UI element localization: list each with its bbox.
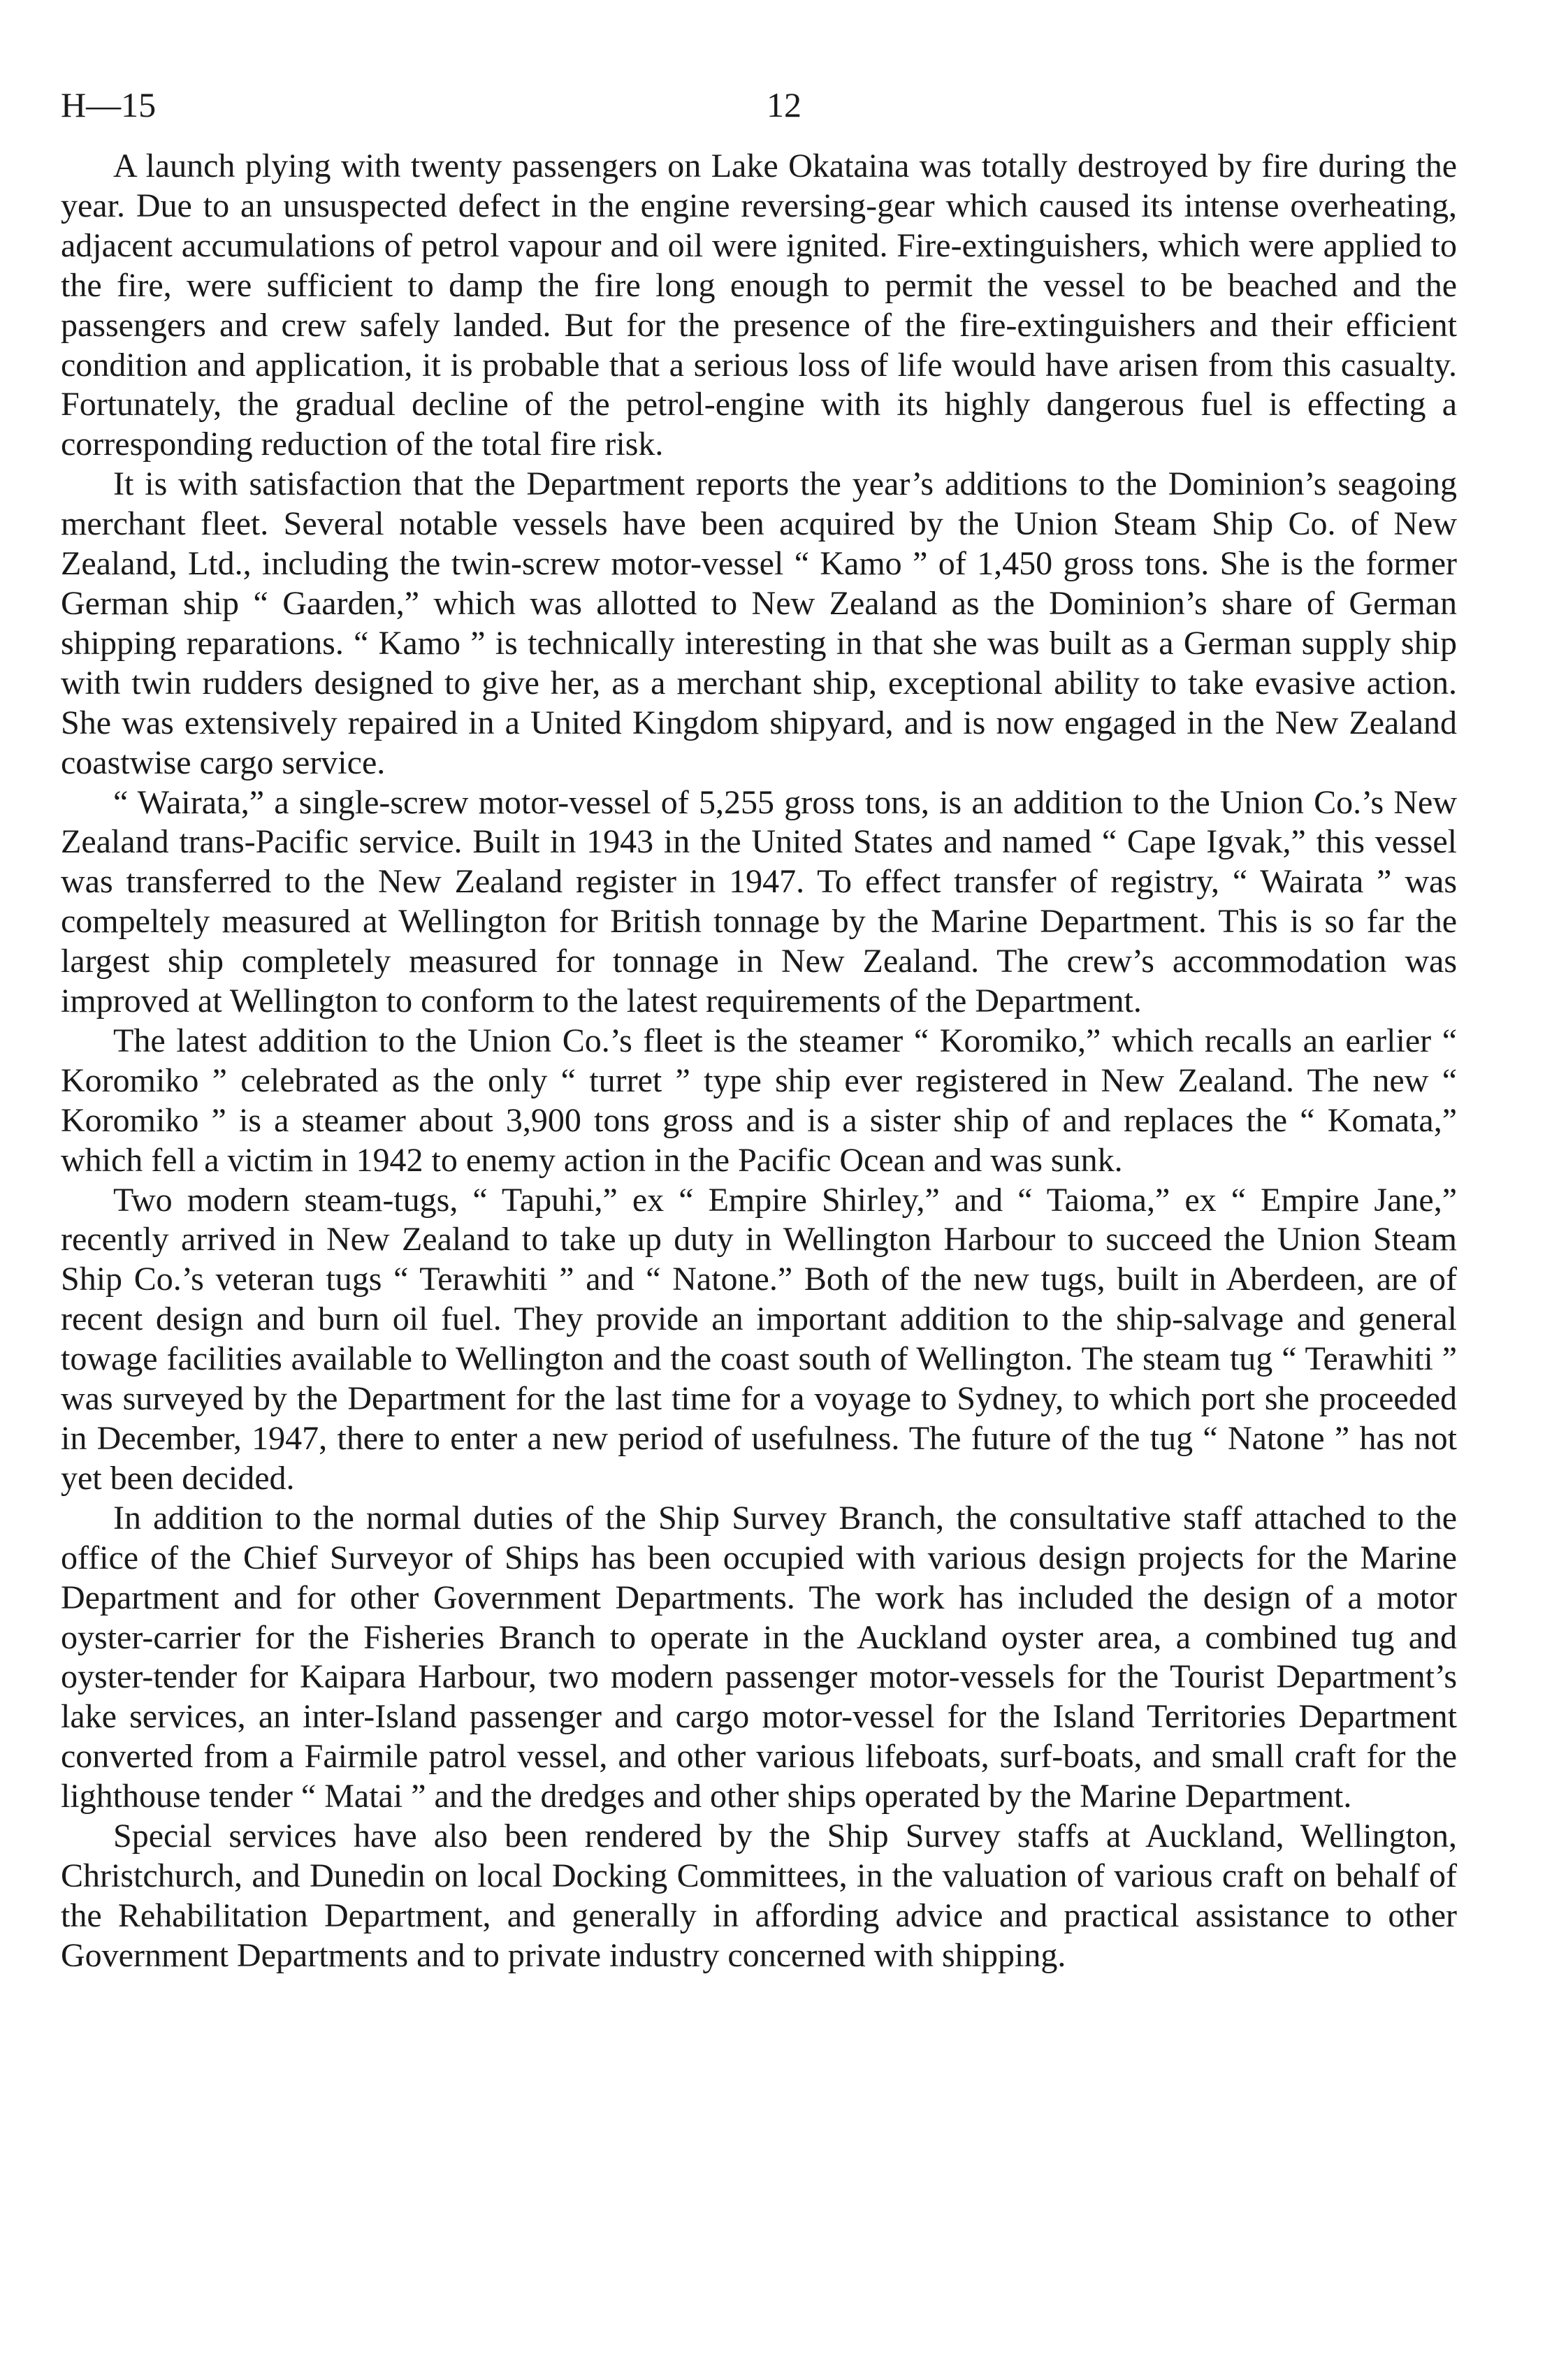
page [61, 84, 1457, 1976]
paragraph-wairata: “ Wairata,” a single-screw motor-vessel of 5,255 gross tons, is an addition to the Union Co.’s New Zealand trans-Pacific service. Built in 1943 in the United States and named “ Cape Igvak,” this vessel was transferred to the New Zealand register in 1947. To effect transfer of registry, “ Wairata ” was compeltely measured at Wellington for British tonnage by the Marine Department. This is so far the largest ship completely measured for tonnage in New Zealand. The crew’s accommodation was improved at Wellington to conform to the latest requirements of the Department. [61, 783, 1457, 1020]
paragraph-design-projects: In addition to the normal duties of the Ship Survey Branch, the consultative staff attached to the office of the Chief Surveyor of Ships has been occupied with various design projects for the Marine Department and for other Government Departments. The work has included the design of a motor oyster-carrier for the Fisheries Branch to operate in the Auckland oyster area, a combined tug and oyster-tender for Kaipara Harbour, two modern passenger motor-vessels for the Tourist Department’s lake services, an inter-Island passenger and cargo motor-vessel for the Island Territories Department converted from a Fairmile patrol vessel, and other various lifeboats, surf-boats, and small craft for the lighthouse tender “ Matai ” and the dredges and other ships operated by the Marine Department. [61, 1499, 1457, 1815]
page-number: 12 [767, 85, 801, 124]
page-header [61, 84, 1457, 147]
document-reference: H—15 [61, 85, 157, 124]
body-text [61, 147, 1457, 1976]
paragraph-steam-tugs: Two modern steam-tugs, “ Tapuhi,” ex “ Empire Shirley,” and “ Taioma,” ex “ Empire Jane,” recently arrived in New Zealand to take up duty in Wellington Harbour to succeed the Union Steam Ship Co.’s veteran tugs “ Terawhiti ” and “ Natone.” Both of the new tugs, built in Aberdeen, are of recent design and burn oil fuel. They provide an important addition to the ship-salvage and general towage facilities available to Wellington and the coast south of Wellington. The steam tug “ Terawhiti ” was surveyed by the Department for the last time for a voyage to Sydney, to which port she proceeded in December, 1947, there to enter a new period of usefulness. The future of the tug “ Natone ” has not yet been decided. [61, 1181, 1457, 1497]
paragraph-fleet-additions: It is with satisfaction that the Department reports the year’s additions to the Dominion’s seagoing merchant fleet. Several notable vessels have been acquired by the Union Steam Ship Co. of New Zealand, Ltd., including the twin-screw motor-vessel “ Kamo ” of 1,450 gross tons. She is the former German ship “ Gaarden,” which was allotted to New Zealand as the Dominion’s share of German shipping reparations. “ Kamo ” is technically interesting in that she was built as a German supply ship with twin rudders designed to give her, as a merchant ship, exceptional ability to take evasive action. She was extensively repaired in a United Kingdom shipyard, and is now engaged in the New Zealand coastwise cargo service. [61, 465, 1457, 781]
paragraph-koromiko: The latest addition to the Union Co.’s fleet is the steamer “ Koromiko,” which recalls an earlier “ Koromiko ” celebrated as the only “ turret ” type ship ever registered in New Zealand. The new “ Koromiko ” is a steamer about 3,900 tons gross and is a sister ship of and replaces the “ Komata,” which fell a victim in 1942 to enemy action in the Pacific Ocean and was sunk. [61, 1022, 1457, 1179]
paragraph-special-services: Special services have also been rendered by the Ship Survey staffs at Auckland, Wellington, Christchurch, and Dunedin on local Docking Committees, in the valuation of various craft on behalf of the Rehabilitation Department, and generally in affording advice and practical assistance to other Government Departments and to private industry concerned with shipping. [61, 1817, 1457, 1974]
paragraph-fire-launch: A launch plying with twenty passengers on Lake Okataina was totally destroyed by fire during the year. Due to an unsuspected defect in the engine reversing-gear which caused its intense overheating, adjacent accumulations of petrol vapour and oil were ignited. Fire-extinguishers, which were applied to the fire, were sufficient to damp the fire long enough to permit the vessel to be beached and the passengers and crew safely landed. But for the presence of the fire-extinguishers and their efficient condition and application, it is probable that a serious loss of life would have arisen from this casualty. Fortunately, the gradual decline of the petrol-engine with its highly dangerous fuel is effecting a corresponding reduction of the total fire risk. [61, 147, 1457, 463]
